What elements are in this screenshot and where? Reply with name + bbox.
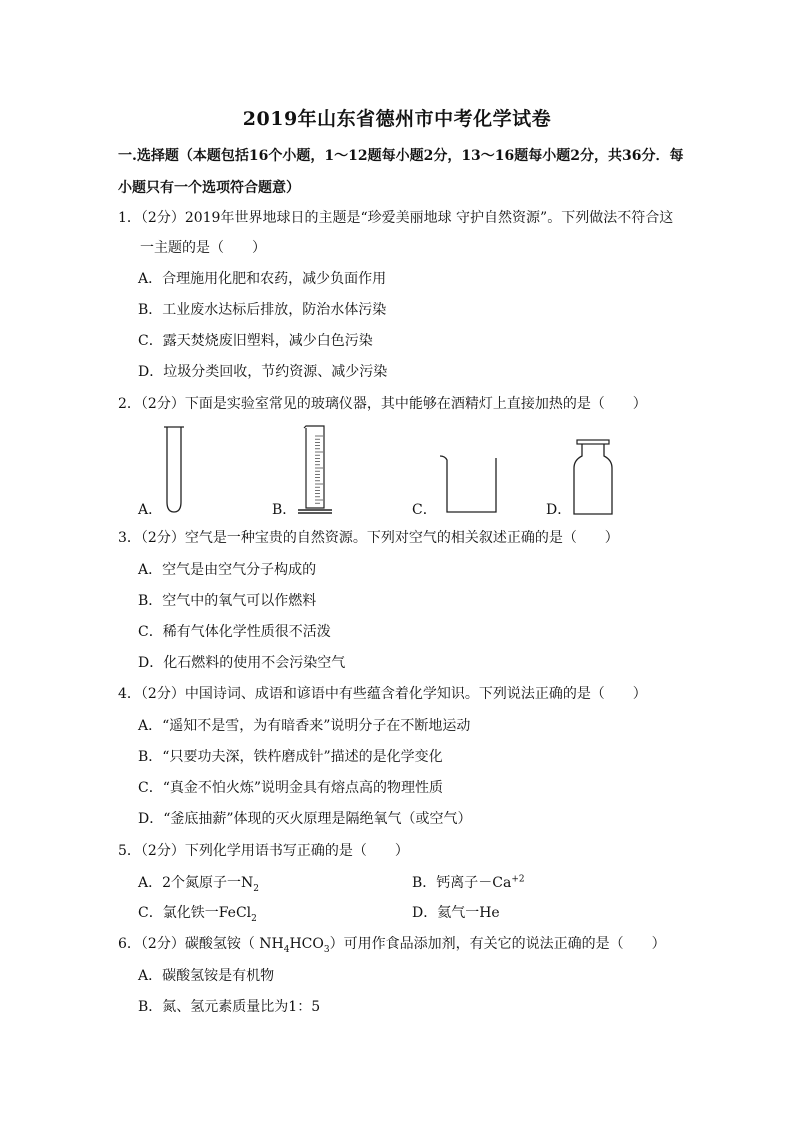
question-6-option-a: A．碳酸氢铵是有机物 bbox=[138, 968, 275, 984]
question-4-option-b: B．“只要功夫深，铁杵磨成针”描述的是化学变化 bbox=[138, 749, 443, 765]
question-2-stem: 2．（2分）下面是实验室常见的玻璃仪器，其中能够在酒精灯上直接加热的是（ ） bbox=[118, 396, 647, 412]
question-1-option-c: C．露天焚烧废旧塑料，减少白色污染 bbox=[138, 333, 373, 349]
question-5-option-c-text: C．氯化铁一FeCl bbox=[138, 905, 252, 921]
question-4-option-a: A．“遥知不是雪，为有暗香来”说明分子在不断地运动 bbox=[138, 718, 471, 734]
question-5-option-b-sup: +2 bbox=[511, 874, 525, 885]
question-4-option-d: D．“釜底抽薪”体现的灭火原理是隔绝氧气（或空气） bbox=[138, 811, 472, 827]
question-6-option-b: B．氮、氢元素质量比为1：5 bbox=[138, 999, 321, 1015]
beaker-icon bbox=[436, 452, 502, 516]
question-3-option-c: C．稀有气体化学性质很不活泼 bbox=[138, 624, 331, 640]
question-5-option-b-text: B．钙离子－Ca bbox=[412, 875, 512, 891]
question-5-option-a-text: A．2个氮原子一N bbox=[138, 875, 254, 891]
question-1-stem-cont: 一主题的是（ ） bbox=[140, 240, 266, 256]
figure-label-d: D． bbox=[546, 502, 572, 518]
figure-label-c: C． bbox=[412, 502, 437, 518]
question-3-option-a: A．空气是由空气分子构成的 bbox=[138, 562, 317, 578]
reagent-bottle-icon bbox=[568, 438, 618, 518]
question-6-stem bbox=[118, 934, 666, 954]
question-1-option-b: B．工业废水达标后排放，防治水体污染 bbox=[138, 302, 387, 318]
graduated-cylinder-icon bbox=[294, 424, 338, 516]
question-4-option-c: C．“真金不怕火炼”说明金具有熔点高的物理性质 bbox=[138, 780, 444, 796]
question-3-option-b: B．空气中的氧气可以作燃料 bbox=[138, 593, 317, 609]
figure-label-a: A． bbox=[138, 502, 163, 518]
question-5-option-b bbox=[412, 873, 525, 893]
question-5-option-a bbox=[138, 873, 259, 893]
question-3-stem: 3．（2分）空气是一种宝贵的自然资源。下列对空气的相关叙述正确的是（ ） bbox=[118, 530, 619, 546]
figure-label-b: B． bbox=[272, 502, 297, 518]
question-6-stem-sub1: 4 bbox=[283, 944, 290, 955]
question-5-option-a-sub: 2 bbox=[253, 883, 260, 894]
question-5-option-c bbox=[138, 903, 257, 923]
question-3-option-d: D．化石燃料的使用不会污染空气 bbox=[138, 655, 346, 671]
question-5-option-c-sub: 2 bbox=[251, 913, 257, 924]
question-6-stem-post: ）可用作食品添加剂，有关它的说法正确的是（ ） bbox=[329, 936, 666, 952]
question-1-stem: 1．（2分）2019年世界地球日的主题是“珍爱美丽地球 守护自然资源”。下列做法不符合这 bbox=[118, 210, 674, 226]
page-title: 2019年山东省德州市中考化学试卷 bbox=[242, 108, 552, 130]
question-6-stem-mid: HCO bbox=[289, 936, 324, 952]
test-tube-icon bbox=[160, 424, 190, 516]
question-5-stem: 5．（2分）下列化学用语书写正确的是（ ） bbox=[118, 843, 409, 859]
question-1-option-d: D．垃圾分类回收，节约资源、减少污染 bbox=[138, 364, 388, 380]
question-5-option-d: D．氦气一He bbox=[412, 905, 500, 921]
section-heading-line1: 一.选择题（本题包括16个小题，1～12题每小题2分，13～16题每小题2分，共36分．每 bbox=[118, 148, 684, 164]
section-heading-line2: 小题只有一个选项符合题意） bbox=[118, 180, 300, 196]
question-6-stem-pre: 6．（2分）碳酸氢铵（ NH bbox=[118, 936, 284, 952]
question-1-option-a: A．合理施用化肥和农药，减少负面作用 bbox=[138, 271, 387, 287]
question-6-stem-sub2: 3 bbox=[323, 944, 330, 955]
question-4-stem: 4．（2分）中国诗词、成语和谚语中有些蕴含着化学知识。下列说法正确的是（ ） bbox=[118, 686, 647, 702]
